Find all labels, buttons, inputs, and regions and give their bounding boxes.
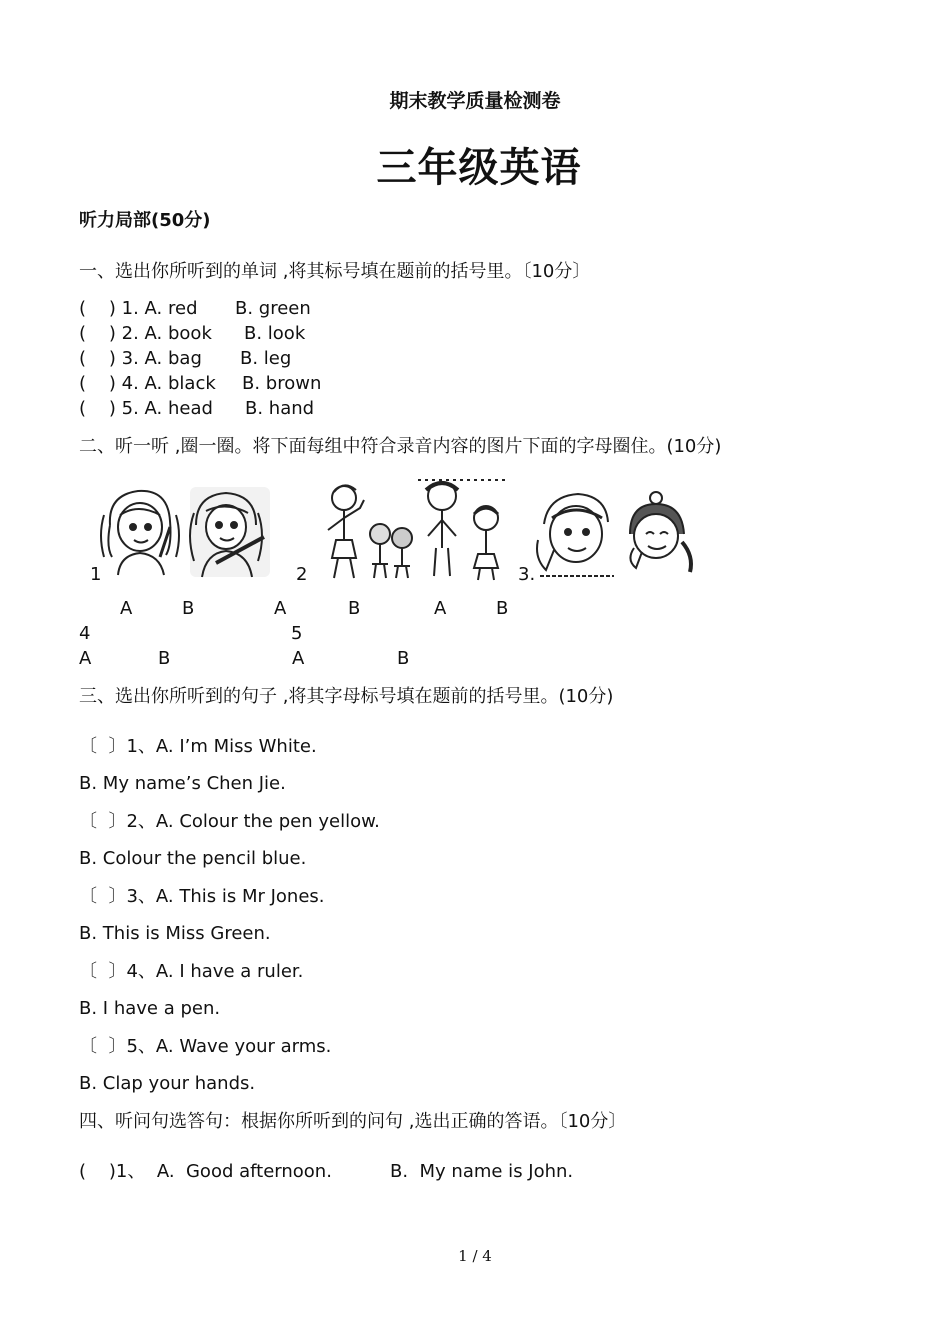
s4-question-1: ( )1、 A. Good afternoon. [79, 1161, 332, 1182]
s1-item-4: ( ) 4. A. black [79, 373, 216, 394]
group-number-3: 3. [518, 564, 536, 585]
s3-line: B. My name’s Chen Jie. [79, 773, 286, 794]
option-letter[interactable]: B [182, 598, 195, 619]
s1-item-2-b: B. look [244, 323, 306, 344]
group-number-4: 4 [79, 623, 91, 644]
s3-line: 〔 〕3、A. This is Mr Jones. [79, 886, 325, 907]
s4-question-1-b: B. My name is John. [390, 1161, 574, 1182]
section1-title: 一、选出你所听到的单词 ,将其标号填在题前的括号里。〔10分〕 [79, 261, 591, 282]
group-number-5: 5 [291, 623, 303, 644]
s3-line: 〔 〕1、A. I’m Miss White. [79, 736, 317, 757]
s1-item-5: ( ) 5. A. head [79, 398, 213, 419]
s1-item-2: ( ) 2. A. book [79, 323, 212, 344]
option-letter[interactable]: A [79, 648, 92, 669]
option-letter[interactable]: B [397, 648, 410, 669]
page-title: 三年级英语 [376, 145, 582, 191]
s3-line: B. This is Miss Green. [79, 923, 271, 944]
s3-line: B. I have a pen. [79, 998, 221, 1019]
section3-title: 三、选出你所听到的句子 ,将其字母标号填在题前的括号里。(10分) [79, 686, 614, 707]
option-letter[interactable]: B [348, 598, 361, 619]
option-letter[interactable]: A [120, 598, 133, 619]
s1-item-1-b: B. green [235, 298, 311, 319]
option-letter[interactable]: A [434, 598, 447, 619]
boy-and-girl-faces-illustration [534, 488, 700, 580]
section4-title: 四、听问句选答句：根据你所听到的问句 ,选出正确的答语。〔10分〕 [79, 1111, 627, 1132]
group-number-1: 1 [90, 564, 102, 585]
group-number-2: 2 [296, 564, 308, 585]
s3-line: 〔 〕5、A. Wave your arms. [79, 1036, 332, 1057]
s1-item-5-b: B. hand [245, 398, 315, 419]
page-number: 1 / 4 [458, 1247, 492, 1265]
girl-with-pencil-illustration [98, 485, 274, 580]
option-letter[interactable]: B [158, 648, 171, 669]
s1-item-4-b: B. brown [242, 373, 322, 394]
option-letter[interactable]: A [292, 648, 305, 669]
listening-heading: 听力局部(50分) [79, 210, 211, 231]
option-letter[interactable]: B [496, 598, 509, 619]
s3-line: 〔 〕2、A. Colour the pen yellow. [79, 811, 380, 832]
teacher-and-children-illustration [308, 478, 508, 583]
section2-title: 二、听一听 ,圈一圈。将下面每组中符合录音内容的图片下面的字母圈住。(10分) [79, 436, 722, 457]
s1-item-1: ( ) 1. A. red [79, 298, 198, 319]
s3-line: B. Clap your hands. [79, 1073, 256, 1094]
s1-item-3: ( ) 3. A. bag [79, 348, 202, 369]
s1-item-3-b: B. leg [240, 348, 292, 369]
s3-line: 〔 〕4、A. I have a ruler. [79, 961, 304, 982]
option-letter[interactable]: A [274, 598, 287, 619]
exam-subtitle: 期末教学质量检测卷 [389, 90, 561, 112]
s3-line: B. Colour the pencil blue. [79, 848, 307, 869]
